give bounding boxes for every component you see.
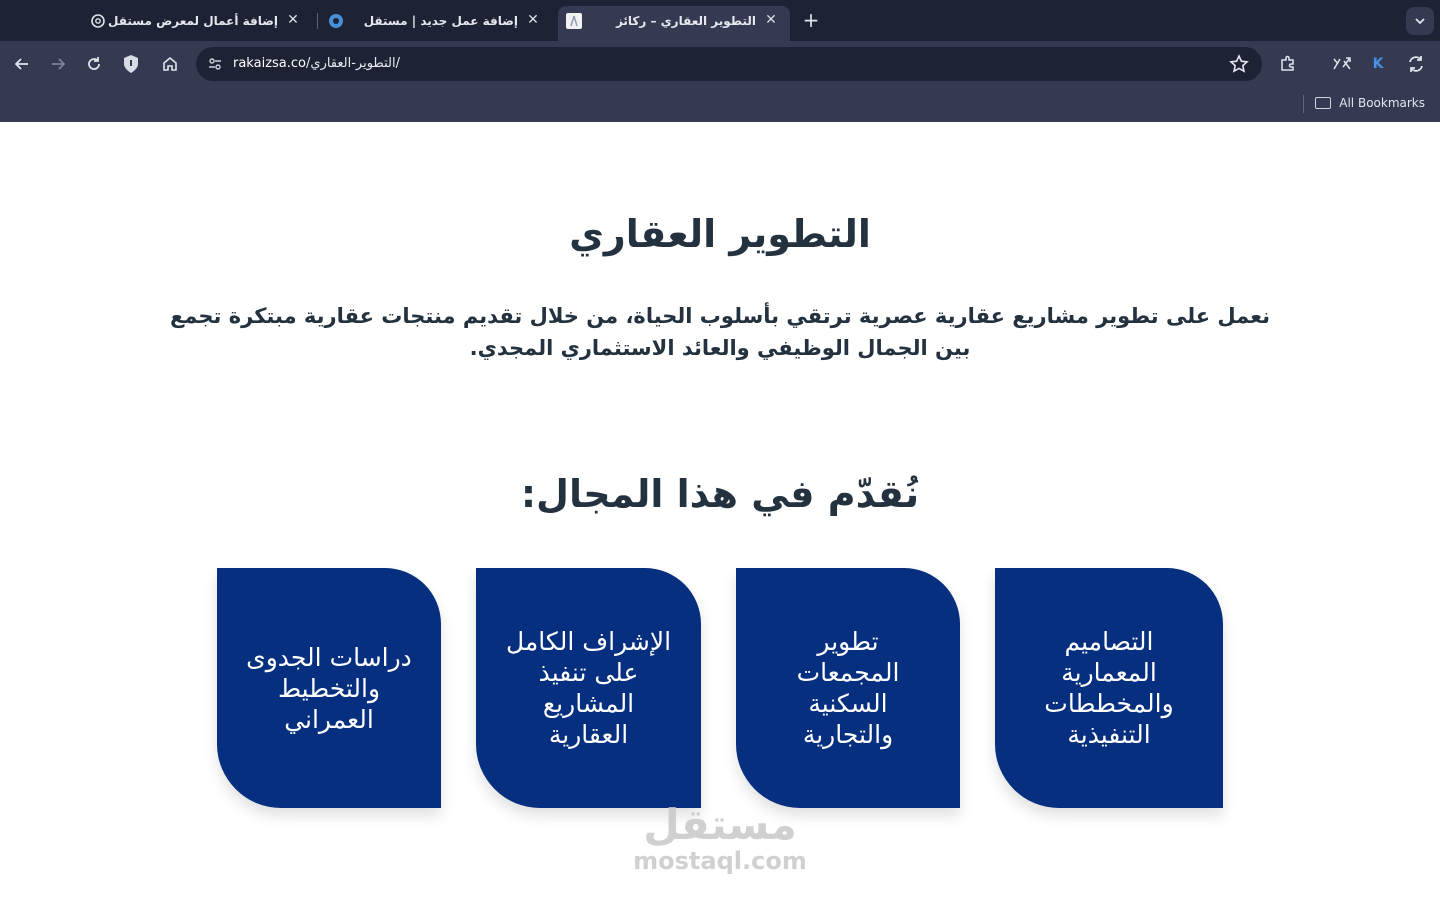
shuffle-icon [1332, 55, 1352, 73]
arrow-left-icon [13, 55, 31, 73]
puzzle-icon [1279, 55, 1297, 73]
browser-toolbar [0, 41, 1440, 87]
service-card-feasibility [217, 568, 441, 808]
service-card-label: تطوير المجمعات السكنية والتجارية [796, 627, 900, 749]
back-button[interactable] [11, 53, 33, 75]
service-card-label: دراسات الجدوى والتخطيط العمراني [246, 642, 412, 734]
tune-icon [207, 56, 223, 72]
page-title: التطوير العقاري [569, 212, 871, 256]
bookmarks-bar [0, 87, 1440, 122]
openai-icon [90, 13, 106, 29]
tab-rakaiz-active[interactable] [558, 6, 790, 41]
address-bar[interactable] [196, 47, 1262, 81]
url-text[interactable] [233, 56, 400, 71]
service-card-label: التصاميم المعمارية والمخططات التنفيذية [1044, 627, 1174, 749]
forward-button[interactable] [47, 53, 69, 75]
close-tab-icon[interactable]: ✕ [765, 12, 777, 28]
mostaql-icon [328, 13, 344, 29]
service-card-label: الإشراف الكامل على تنفيذ المشاريع العقارية [505, 627, 672, 749]
intro-paragraph: نعمل على تطوير مشاريع عقارية عصرية ترتقي بأسلوب الحياة، من خلال تقديم منتجات عقارية مبتكرة تجمع بين الجمال الوظيفي والعائد الاستثماري المجدي. [170, 304, 1270, 360]
folder-icon [1315, 97, 1331, 109]
all-bookmarks-button[interactable] [1315, 96, 1425, 110]
arrow-right-icon [49, 55, 67, 73]
tab-search-button[interactable] [1406, 7, 1434, 35]
tab-title: التطوير العقاري – ركائز [615, 14, 756, 28]
refresh-icon [1406, 54, 1426, 74]
bookmarks-separator [1303, 95, 1304, 113]
tab-title: إضافة عمل جديد | مستقل [363, 14, 518, 28]
shield-icon [122, 54, 140, 74]
services-heading: نُقدّم في هذا المجال: [520, 472, 920, 516]
chevron-down-icon [1414, 15, 1426, 27]
close-tab-icon[interactable]: ✕ [287, 12, 299, 28]
tab-title: إضافة أعمال لمعرض مستقل [108, 14, 278, 28]
reload-icon [85, 55, 103, 73]
star-icon [1229, 54, 1249, 74]
mostaql-watermark [630, 802, 810, 874]
new-tab-button[interactable]: + [802, 8, 820, 32]
watermark-latin: mostaql.com [633, 847, 807, 875]
reload-button[interactable] [83, 53, 105, 75]
close-tab-icon[interactable]: ✕ [527, 12, 539, 28]
rakaiz-icon [566, 13, 582, 29]
watermark-arabic: مستقل [643, 800, 797, 849]
tab-separator [317, 13, 318, 29]
home-icon [161, 55, 179, 73]
tab-mostaql-portfolio[interactable] [82, 6, 312, 41]
extensions-button[interactable] [1277, 53, 1299, 75]
k-extension-button[interactable]: K [1372, 56, 1384, 72]
service-card-supervision [476, 568, 701, 808]
sync-button[interactable] [1405, 53, 1427, 75]
url-domain: rakaizsa.co [233, 56, 306, 71]
service-card-architectural-design [995, 568, 1223, 808]
tab-mostaql-new-work[interactable] [320, 6, 552, 41]
url-path: /التطوير-العقاري/ [306, 56, 400, 71]
page-content [0, 122, 1440, 900]
all-bookmarks-label: All Bookmarks [1339, 96, 1425, 110]
site-info-button[interactable] [204, 53, 226, 75]
cast-extension-button[interactable] [1331, 53, 1353, 75]
shield-extension-button[interactable] [120, 53, 142, 75]
service-card-compounds [736, 568, 960, 808]
bookmark-star-button[interactable] [1228, 53, 1250, 75]
tab-strip [0, 0, 1440, 41]
home-button[interactable] [159, 53, 181, 75]
